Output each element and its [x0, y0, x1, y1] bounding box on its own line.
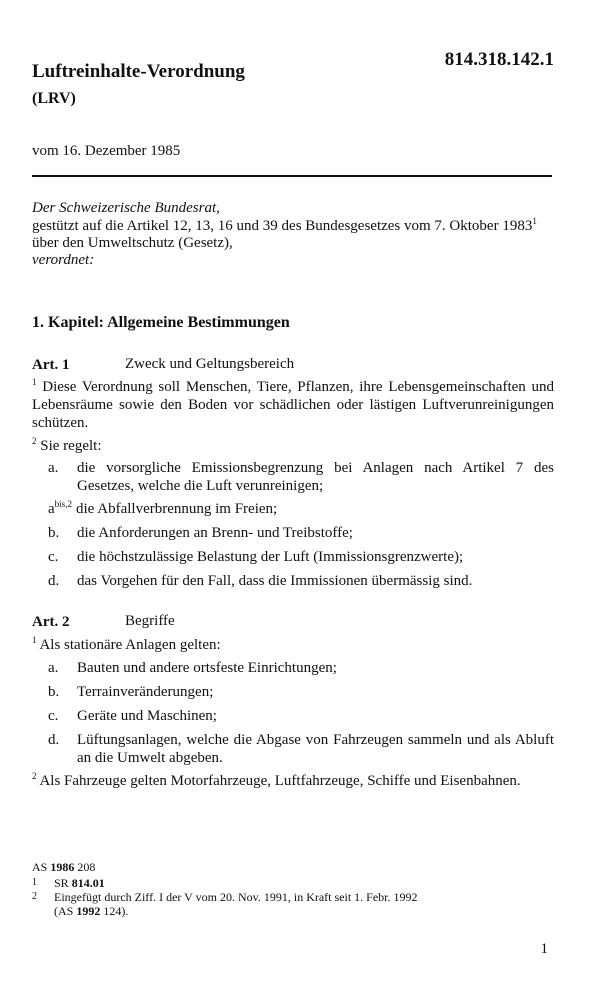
- list-item-text: die Anforderungen an Brenn- und Treibstoffe;: [77, 525, 353, 541]
- article-1-number: Art. 1: [32, 357, 70, 373]
- paragraph-text: Als stationäre Anlagen gelten:: [39, 637, 221, 653]
- preamble-verb: verordnet:: [32, 252, 95, 268]
- paragraph-text: Sie regelt:: [40, 438, 102, 454]
- list-item-letter: d.: [48, 573, 60, 589]
- list-item-text: Bauten und andere ortsfeste Einrichtungen;: [77, 660, 337, 676]
- document-title: Luftreinhalte-Verordnung: [32, 61, 245, 82]
- preamble-basis: [32, 218, 557, 235]
- footnote-as: AS 1986 208: [32, 860, 96, 874]
- list-item-text: Terrainveränderungen;: [77, 684, 214, 700]
- footnote-as-year: 1986: [50, 860, 75, 874]
- footnote-text: SR 814.01: [54, 876, 105, 890]
- paragraph-text: Als Fahrzeuge gelten Motorfahrzeuge, Luftfahrzeuge, Schiffe und Eisenbahnen.: [39, 773, 521, 789]
- footnote-2: [32, 890, 532, 918]
- list-item-letter: b.: [48, 684, 60, 700]
- article-2-paragraph-1: [32, 636, 554, 654]
- list-item: [32, 683, 554, 701]
- footnote-number: 2: [32, 891, 37, 902]
- article-2-title: Begriffe: [125, 613, 175, 629]
- preamble-basis-line2: über den Umweltschutz (Gesetz),: [32, 235, 233, 251]
- list-item-text: das Vorgehen für den Fall, dass die Immissionen übermässig sind.: [77, 573, 473, 589]
- footnote-text: Eingefügt durch Ziff. I der V vom 20. Nov. 1991, in Kraft seit 1. Febr. 1992 (AS 1992 124).: [54, 890, 418, 918]
- list-item-text: Geräte und Maschinen;: [77, 708, 217, 724]
- list-item-letter: a.: [48, 460, 59, 476]
- preamble-basis-line1: gestützt auf die Artikel 12, 13, 16 und 39 des Bundesgesetzes vom 7. Oktober 1983: [32, 218, 533, 234]
- article-1-paragraph-2: [32, 437, 554, 455]
- article-2-heading: [32, 613, 70, 631]
- footnote-1: [32, 876, 532, 890]
- page-number: 1: [540, 941, 548, 957]
- list-item-letter: c.: [48, 708, 59, 724]
- preamble: [32, 200, 557, 269]
- list-item: [32, 548, 554, 566]
- list-item: [32, 524, 554, 542]
- sr-number: 814.318.142.1: [444, 49, 554, 70]
- list-item: [32, 731, 554, 767]
- preamble-authority: Der Schweizerische Bundesrat,: [32, 200, 220, 216]
- list-item-text: die höchstzulässige Belastung der Luft (Immissionsgrenzwerte);: [77, 549, 464, 565]
- list-item-text: die Abfallverbrennung im Freien;: [76, 501, 278, 517]
- article-1-title: Zweck und Geltungsbereich: [125, 356, 295, 372]
- paragraph-number: 1: [32, 377, 37, 387]
- document-date: vom 16. Dezember 1985: [32, 143, 181, 159]
- document-abbreviation: (LRV): [32, 90, 76, 107]
- list-item: [32, 459, 554, 495]
- footnote-ref-1: 1: [532, 216, 537, 226]
- paragraph-number: 1: [32, 635, 37, 645]
- article-1-paragraph-1: [32, 378, 554, 432]
- list-item: [32, 707, 554, 725]
- footnote-number: 1: [32, 877, 37, 888]
- list-item-letter: b.: [48, 525, 60, 541]
- article-2-paragraph-2: [32, 772, 554, 790]
- list-item-letter: a.: [48, 660, 59, 676]
- list-item: [32, 572, 554, 590]
- list-item-text: die vorsorgliche Emissionsbegrenzung bei Anlagen nach Artikel 7 des Gesetzes, welche die Luft verunreinigen;: [77, 460, 554, 494]
- list-item: [32, 500, 554, 518]
- chapter-heading: 1. Kapitel: Allgemeine Bestimmungen: [32, 314, 290, 331]
- paragraph-number: 2: [32, 436, 37, 446]
- article-1-heading: [32, 356, 70, 374]
- list-item-letter: c.: [48, 549, 59, 565]
- list-item-text: Lüftungsanlagen, welche die Abgase von Fahrzeugen sammeln und als Abluft an die Umwelt abgeben.: [77, 732, 554, 766]
- paragraph-text: Diese Verordnung soll Menschen, Tiere, Pflanzen, ihre Lebensgemeinschaften und Lebensräume sowie den Boden vor schädlichen oder lästigen Luftverunreinigungen schützen.: [32, 379, 555, 431]
- header-divider: [32, 175, 552, 177]
- list-item-letter: $a^{bis,2}$: [48, 499, 72, 517]
- article-2-number: Art. 2: [32, 614, 70, 630]
- paragraph-number: 2: [32, 771, 37, 781]
- list-item: [32, 659, 554, 677]
- list-item-letter: d.: [48, 732, 60, 748]
